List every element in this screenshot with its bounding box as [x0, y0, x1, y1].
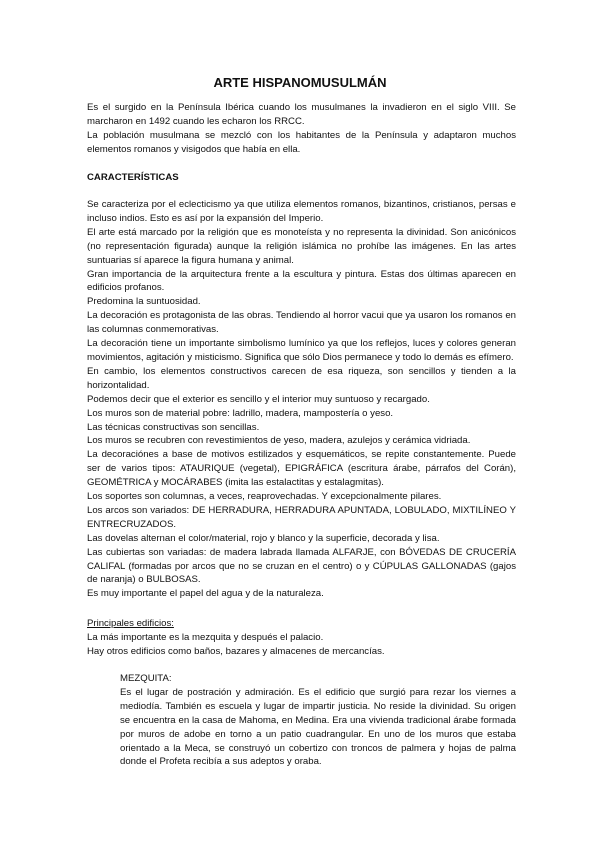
- characteristic-paragraph: La decoración tiene un importante simbolismo lumínico ya que los reflejos, luces y colores generan movimientos, agitación y misticismo. Significa que sólo Dios permanece y todo lo demás es efímero.: [87, 338, 516, 363]
- characteristic-paragraph: Se caracteriza por el eclecticismo ya que utiliza elementos romanos, bizantinos, cristianos, persas e incluso indios. Esto es así por la expansión del Imperio.: [87, 199, 516, 224]
- characteristics-section: [87, 171, 516, 185]
- characteristic-paragraph: Predomina la suntuosidad.: [87, 296, 201, 308]
- mosque-paragraph: Es el lugar de postración y admiración. Es el edificio que surgió para rezar los viernes a mediodía. También es escuela y lugar de impartir justicia. No reside la divinidad. Su origen se encuentra en la casa de Mahoma, en Medina. Era una vivienda tradicional árabe formada por muros de adobe en torno a un patio cuadrangular. En uno de los muros que estaba orientado a la Meca, se construyó un cobertizo con troncos de palmera y hojas de palma donde el Profeta recibía a sus adeptos y oraba.: [120, 686, 516, 768]
- mosque-section: [120, 672, 516, 769]
- characteristic-paragraph: La decoraciónes a base de motivos estilizados y esquemáticos, se repite constantemente. Puede ser de varios tipos: ATAURIQUE (vegetal), EPIGRÁFICA (escritura árabe, párrafos del Corán), GEOMÉTRICA y MOCÁRABES (imita las estalactitas y estalagmitas).: [87, 449, 516, 489]
- characteristics-list: [87, 198, 516, 601]
- characteristic-paragraph: Los arcos son variados: DE HERRADURA, HERRADURA APUNTADA, LOBULADO, MIXTILÍNEO Y ENTRECRUZADOS.: [87, 504, 516, 530]
- characteristic-paragraph: Las cubiertas son variadas: de madera labrada llamada ALFARJE, con BÓVEDAS DE CRUCERÍA CALIFAL (formadas por arcos que no se cruzan en el centro) o y CÚPULAS GALLONADAS (gajos de naranja) o BULBOSAS.: [87, 546, 516, 586]
- characteristic-paragraph: Las dovelas alternan el color/material, rojo y blanco y la superficie, decorada y lisa.: [87, 532, 440, 544]
- mosque-heading: MEZQUITA:: [120, 673, 172, 684]
- buildings-paragraph: Hay otros edificios como baños, bazares y almacenes de mercancías.: [87, 645, 385, 657]
- characteristic-paragraph: Los muros son de material pobre: ladrillo, madera, mampostería o yeso.: [87, 407, 394, 419]
- characteristic-paragraph: La decoración es protagonista de las obras. Tendiendo al horror vacui que ya usaron los romanos en las columnas conmemorativas.: [87, 310, 516, 336]
- intro-section: [87, 101, 516, 157]
- intro-paragraph: La población musulmana se mezcló con los habitantes de la Península y adaptaron muchos elementos romanos y visigodos que había en ella.: [87, 129, 516, 155]
- characteristic-paragraph: Podemos decir que el exterior es sencillo y el interior muy suntuoso y recargado.: [87, 393, 430, 405]
- characteristic-paragraph: Gran importancia de la arquitectura frente a la escultura y pintura. Estas dos últimas aparecen en edificios profanos.: [87, 268, 516, 294]
- characteristic-paragraph: Las técnicas constructivas son sencillas.: [87, 421, 260, 433]
- buildings-section: [87, 617, 516, 659]
- characteristic-paragraph: El arte está marcado por la religión que es monoteísta y no representa la divinidad. Son anicónicos (no representación figurada) aunque la religión islámica no prohíbe las imágenes. En las artes suntuarias sí aparece la figura humana y animal.: [87, 226, 516, 266]
- characteristics-heading: CARACTERÍSTICAS: [87, 172, 179, 183]
- characteristic-paragraph: Los soportes son columnas, a veces, reaprovechadas. Y excepcionalmente pilares.: [87, 491, 442, 503]
- characteristic-paragraph: En cambio, los elementos constructivos carecen de esa riqueza, son sencillos y tienden a la horizontalidad.: [87, 365, 516, 391]
- page-title: ARTE HISPANOMUSULMÁN: [213, 75, 387, 90]
- intro-paragraph: Es el surgido en la Península Ibérica cuando los musulmanes la invadieron en el siglo VIII. Se marcharon en 1492 cuando les echaron los RRCC.: [87, 102, 516, 127]
- characteristic-paragraph: Los muros se recubren con revestimientos de yeso, madera, azulejos y cerámica vidriada.: [87, 435, 471, 447]
- characteristic-paragraph: Es muy importante el papel del agua y de la naturaleza.: [87, 588, 324, 600]
- buildings-paragraph: La más importante es la mezquita y después el palacio.: [87, 631, 324, 643]
- buildings-heading: Principales edificios:: [87, 618, 174, 629]
